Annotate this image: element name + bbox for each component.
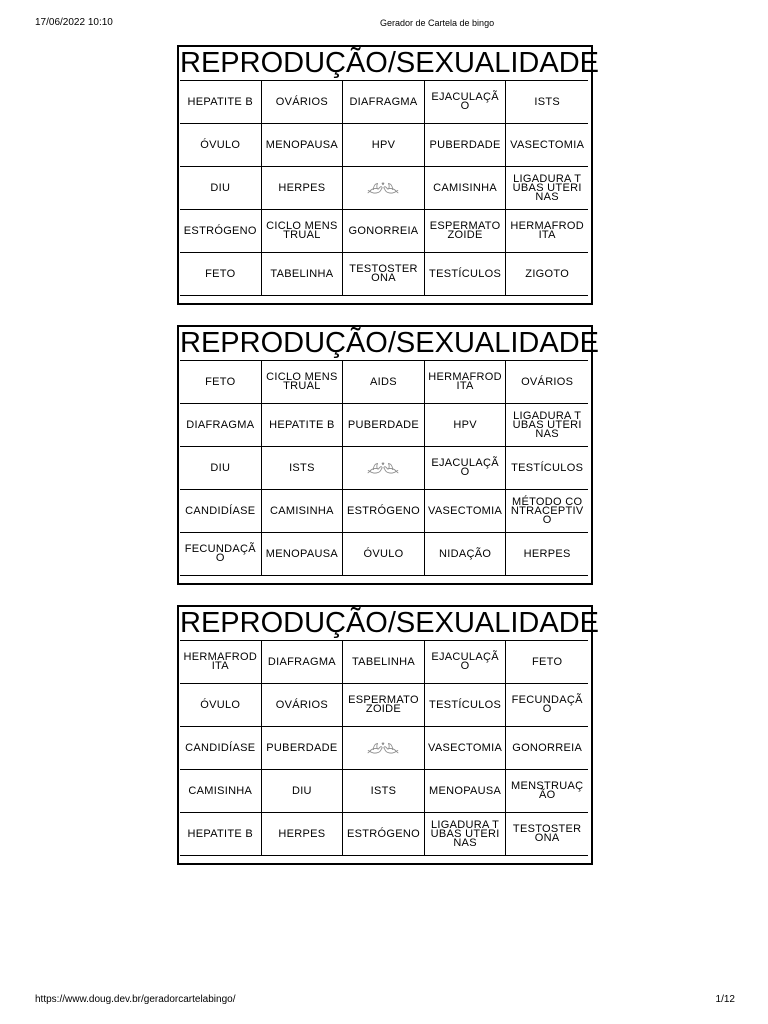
bingo-cell: ESPERMATO ZOIDE bbox=[425, 210, 507, 253]
bingo-cell: MÉTODO CO NTRACEPTIV O bbox=[506, 490, 588, 533]
bingo-cell: NIDAÇÃO bbox=[425, 533, 507, 576]
bingo-cell: TABELINHA bbox=[343, 641, 425, 684]
bingo-cell: HERPES bbox=[262, 167, 344, 210]
bingo-cell: ÓVULO bbox=[180, 684, 262, 727]
bingo-cell: TESTOSTER ONA bbox=[506, 813, 588, 856]
bingo-cell: CANDIDÍASE bbox=[180, 727, 262, 770]
bingo-cell: FETO bbox=[180, 361, 262, 404]
bingo-cell: OVÁRIOS bbox=[506, 361, 588, 404]
bingo-cell: CAMISINHA bbox=[262, 490, 344, 533]
bingo-cell: HERPES bbox=[262, 813, 344, 856]
bingo-card bbox=[177, 325, 599, 585]
bingo-cell: FECUNDAÇÃ O bbox=[506, 684, 588, 727]
bingo-cell: FETO bbox=[506, 641, 588, 684]
bingo-cell: MENOPAUSA bbox=[262, 533, 344, 576]
bingo-cell: LIGADURA T UBAS UTERI NAS bbox=[425, 813, 507, 856]
print-url: https://www.doug.dev.br/geradorcartelabingo/ bbox=[35, 994, 236, 1005]
bingo-cell: ISTS bbox=[343, 770, 425, 813]
bingo-cell: OVÁRIOS bbox=[262, 684, 344, 727]
free-space-cell bbox=[343, 727, 425, 770]
bingo-cell: HEPATITE B bbox=[180, 81, 262, 124]
bingo-cell: LIGADURA T UBAS UTERI NAS bbox=[506, 167, 588, 210]
bingo-cell: CICLO MENS TRUAL bbox=[262, 210, 344, 253]
bingo-cell: ESTRÓGENO bbox=[343, 813, 425, 856]
bingo-cell: TESTOSTER ONA bbox=[343, 253, 425, 296]
bingo-cell: GONORREIA bbox=[506, 727, 588, 770]
bingo-cell: HERMAFROD ITA bbox=[506, 210, 588, 253]
bingo-cell: MENOPAUSA bbox=[262, 124, 344, 167]
bingo-cell: EJACULAÇÃ O bbox=[425, 447, 507, 490]
bingo-cell: CICLO MENS TRUAL bbox=[262, 361, 344, 404]
bingo-cell: EJACULAÇÃ O bbox=[425, 641, 507, 684]
bingo-cell: FECUNDAÇÃ O bbox=[180, 533, 262, 576]
bingo-cell: DIAFRAGMA bbox=[262, 641, 344, 684]
bingo-cell: AIDS bbox=[343, 361, 425, 404]
free-space-cell bbox=[343, 447, 425, 490]
bingo-cell: PUBERDADE bbox=[425, 124, 507, 167]
bingo-cell: OVÁRIOS bbox=[262, 81, 344, 124]
bingo-cell: FETO bbox=[180, 253, 262, 296]
bingo-cell: MENOPAUSA bbox=[425, 770, 507, 813]
print-page-title: Gerador de Cartela de bingo bbox=[380, 18, 495, 28]
bingo-cell: HEPATITE B bbox=[180, 813, 262, 856]
bingo-cell: DIAFRAGMA bbox=[343, 81, 425, 124]
bingo-cell: CANDIDÍASE bbox=[180, 490, 262, 533]
bingo-cell: TESTÍCULOS bbox=[425, 684, 507, 727]
bingo-grid bbox=[180, 640, 588, 856]
bingo-cell: CAMISINHA bbox=[180, 770, 262, 813]
print-datetime: 17/06/2022 10:10 bbox=[35, 17, 113, 28]
bingo-cell: VASECTOMIA bbox=[425, 727, 507, 770]
print-page-number: 1/12 bbox=[715, 994, 735, 1005]
bingo-card bbox=[177, 605, 599, 865]
bingo-cell: HERPES bbox=[506, 533, 588, 576]
bingo-cell: MENSTRUAÇ ÃO bbox=[506, 770, 588, 813]
bingo-cell: ZIGOTO bbox=[506, 253, 588, 296]
bingo-cell: ESTRÓGENO bbox=[343, 490, 425, 533]
bingo-cell: DIU bbox=[180, 167, 262, 210]
bingo-cell: HPV bbox=[425, 404, 507, 447]
bingo-cell: DIU bbox=[180, 447, 262, 490]
card-title: REPRODUÇÃO/SEXUALIDADE bbox=[180, 327, 599, 359]
bingo-cell: ESTRÓGENO bbox=[180, 210, 262, 253]
bingo-grid bbox=[180, 360, 588, 576]
bingo-cell: TESTÍCULOS bbox=[425, 253, 507, 296]
doves-icon bbox=[367, 461, 399, 476]
doves-icon bbox=[367, 741, 399, 756]
bingo-cell: ESPERMATO ZOIDE bbox=[343, 684, 425, 727]
bingo-cell: DIAFRAGMA bbox=[180, 404, 262, 447]
bingo-cell: PUBERDADE bbox=[343, 404, 425, 447]
card-title: REPRODUÇÃO/SEXUALIDADE bbox=[180, 607, 599, 639]
bingo-cell: VASECTOMIA bbox=[506, 124, 588, 167]
bingo-cell: HEPATITE B bbox=[262, 404, 344, 447]
bingo-cell: LIGADURA T UBAS UTERI NAS bbox=[506, 404, 588, 447]
bingo-cell: TESTÍCULOS bbox=[506, 447, 588, 490]
bingo-grid bbox=[180, 80, 588, 296]
bingo-card bbox=[177, 45, 599, 305]
bingo-cell: PUBERDADE bbox=[262, 727, 344, 770]
bingo-cell: VASECTOMIA bbox=[425, 490, 507, 533]
bingo-cell: HERMAFROD ITA bbox=[180, 641, 262, 684]
bingo-cell: EJACULAÇÃ O bbox=[425, 81, 507, 124]
card-title: REPRODUÇÃO/SEXUALIDADE bbox=[180, 47, 599, 79]
bingo-cell: HPV bbox=[343, 124, 425, 167]
bingo-cell: ÓVULO bbox=[343, 533, 425, 576]
bingo-cell: CAMISINHA bbox=[425, 167, 507, 210]
bingo-cell: HERMAFROD ITA bbox=[425, 361, 507, 404]
bingo-cell: ÓVULO bbox=[180, 124, 262, 167]
free-space-cell bbox=[343, 167, 425, 210]
bingo-cell: GONORREIA bbox=[343, 210, 425, 253]
bingo-cell: TABELINHA bbox=[262, 253, 344, 296]
bingo-cell: DIU bbox=[262, 770, 344, 813]
bingo-cell: ISTS bbox=[506, 81, 588, 124]
doves-icon bbox=[367, 181, 399, 196]
bingo-cell: ISTS bbox=[262, 447, 344, 490]
